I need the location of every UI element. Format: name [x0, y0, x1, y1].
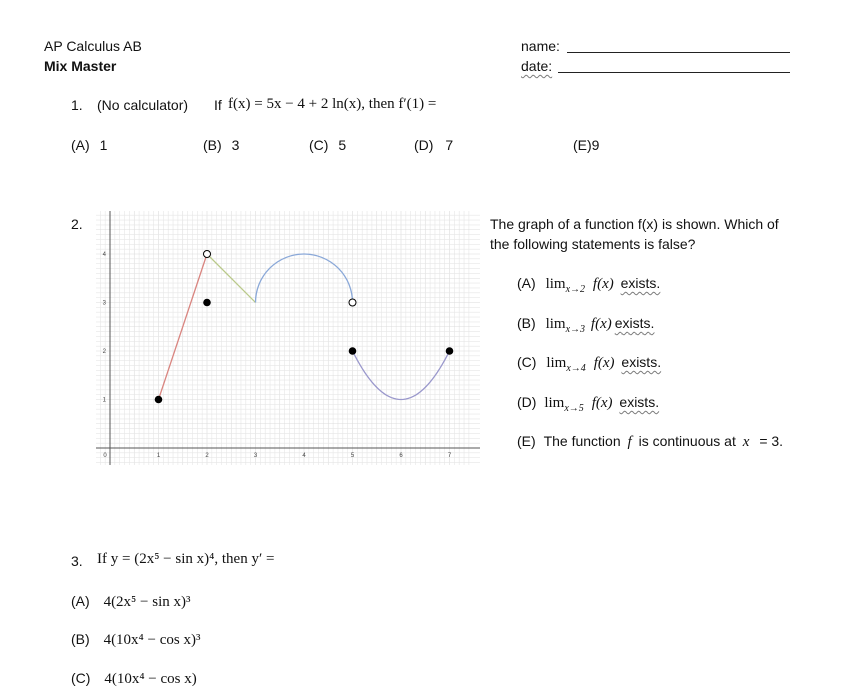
choice-label: (A)	[71, 137, 90, 153]
choice-tail: exists.	[621, 354, 662, 370]
limit-word: lim	[544, 395, 565, 411]
open-point	[349, 299, 356, 306]
limit-expression: f(x)	[593, 355, 615, 371]
q2-choice-b	[517, 315, 654, 335]
q1-note: (No calculator)	[97, 97, 189, 113]
choice-value: = 3.	[759, 433, 784, 449]
choice-tail: exists.	[620, 275, 661, 291]
open-point	[204, 251, 211, 258]
choice-label: (B)	[71, 631, 90, 647]
limit-expression: f(x)	[591, 395, 613, 411]
x-tick-label: 4	[302, 453, 306, 459]
choice-label: (C)	[309, 137, 329, 153]
course-title: AP Calculus AB	[44, 38, 142, 54]
choice-text: The function	[543, 433, 621, 449]
choice-value: 1	[99, 137, 108, 153]
q1-choice-e	[573, 137, 599, 153]
filled-point	[349, 347, 357, 355]
date-label: date:	[521, 58, 553, 74]
name-label: name:	[521, 38, 560, 54]
y-tick-label: 3	[102, 300, 106, 307]
filled-point	[155, 396, 163, 404]
filled-point	[446, 347, 454, 355]
choice-expression: 4(2x⁵ − sin x)³	[103, 594, 191, 610]
y-tick-label: 2	[102, 349, 106, 355]
y-tick-label: 4	[102, 252, 106, 258]
q2-prompt-line2: the following statements is false?	[490, 236, 696, 252]
choice-label: (A)	[517, 275, 536, 291]
q1-choice-d	[414, 137, 453, 153]
x-tick-label: 7	[447, 453, 452, 459]
name-blank-line	[567, 52, 790, 53]
choice-value: 3	[231, 137, 240, 153]
choice-value: 9	[591, 137, 600, 153]
function-graph	[96, 211, 480, 465]
choice-tail: exists.	[614, 315, 655, 331]
q2-choice-d	[517, 394, 659, 414]
choice-label: (E)	[573, 137, 592, 153]
q1-choice-c	[309, 137, 346, 153]
choice-label: (B)	[203, 137, 222, 153]
limit-word: lim	[546, 355, 567, 371]
limit-word: lim	[545, 276, 566, 292]
choice-label: (E)	[517, 433, 536, 449]
q3-choice-a	[71, 593, 191, 611]
choice-label: (A)	[71, 593, 90, 609]
choice-value: 7	[445, 137, 454, 153]
q2-choice-e	[517, 433, 783, 451]
q2-number: 2.	[71, 216, 83, 232]
q3-choice-b	[71, 631, 200, 649]
q1-stem-prefix: If	[214, 97, 222, 113]
q3-stem: If y = (2x⁵ − sin x)⁴, then y′ =	[97, 551, 275, 567]
function-variable: f	[627, 434, 632, 450]
choice-expression: 4(10x⁴ − cos x)	[104, 671, 197, 687]
q2-prompt-line1: The graph of a function f(x) is shown. Which of	[490, 216, 779, 232]
filled-point	[203, 299, 211, 307]
x-tick-label: 6	[399, 453, 403, 459]
q1-choice-b	[203, 137, 239, 153]
y-tick-label: 1	[102, 397, 106, 404]
limit-expression: f(x)	[590, 316, 612, 332]
x-variable: x	[742, 434, 750, 450]
q1-choice-a	[71, 137, 107, 153]
q1-function: f(x) = 5x − 4 + 2 ln(x), then f′(1) =	[228, 96, 437, 112]
limit-subscript: x→5	[564, 402, 584, 414]
x-tick-label: 0	[103, 453, 107, 459]
choice-label: (B)	[517, 315, 536, 331]
choice-text-continuous	[639, 433, 736, 449]
q1-number: 1.	[71, 97, 83, 113]
choice-tail: exists.	[619, 394, 660, 410]
date-blank-line	[558, 72, 790, 73]
limit-word: lim	[545, 316, 566, 332]
choice-label: (C)	[71, 670, 91, 686]
limit-subscript: x→2	[565, 283, 586, 295]
x-tick-label: 3	[253, 453, 258, 459]
limit-expression: f(x)	[592, 276, 614, 292]
q2-choice-a	[517, 275, 660, 295]
choice-value: 5	[338, 137, 347, 153]
worksheet-title: Mix Master	[44, 58, 117, 74]
x-tick-label: 2	[205, 453, 209, 459]
limit-subscript: x→4	[566, 362, 586, 374]
choice-text: is continuous at	[638, 433, 736, 449]
q2-choice-c	[517, 354, 661, 374]
choice-label: (D)	[414, 137, 434, 153]
x-tick-label: 5	[350, 453, 355, 459]
q3-number: 3.	[71, 553, 83, 569]
limit-subscript: x→3	[565, 323, 586, 335]
x-tick-label: 1	[156, 453, 161, 459]
q3-choice-c	[71, 670, 197, 688]
choice-label: (D)	[517, 394, 537, 410]
choice-expression: 4(10x⁴ − cos x)³	[103, 632, 201, 648]
choice-label: (C)	[517, 354, 537, 370]
